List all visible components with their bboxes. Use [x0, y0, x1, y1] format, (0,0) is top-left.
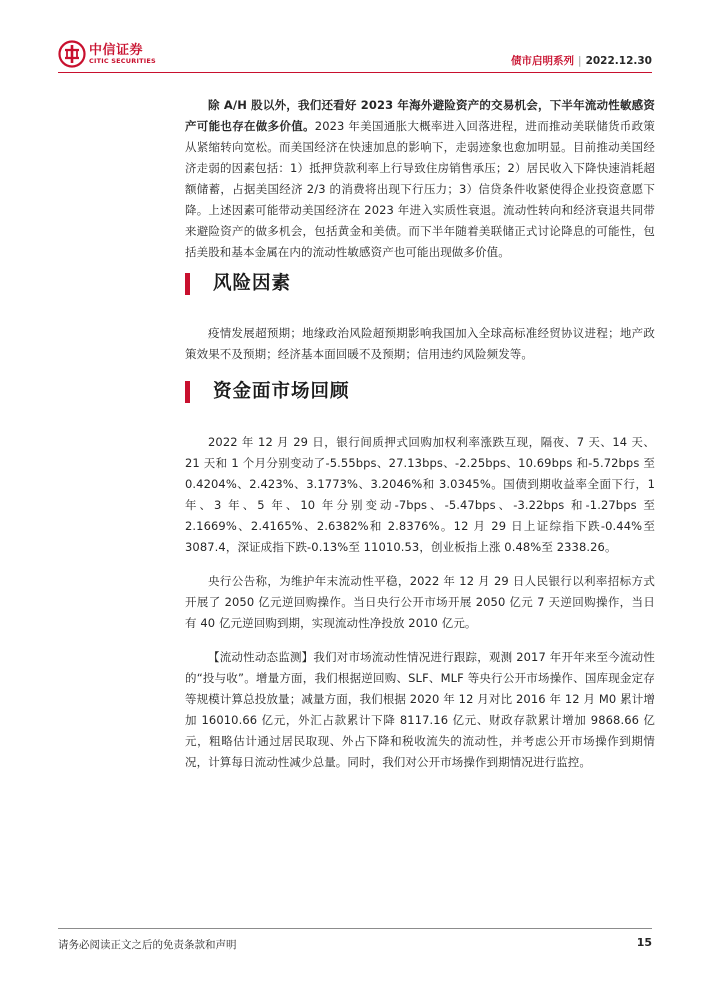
intro-text: 2023 年美国通胀大概率进入回落进程，进而推动美联储货币政策从紧缩转向宽松。而美国经济在快速加息的影响下，走弱迹象也愈加明显。目前推动美国经济走弱的因素包括：1）抵押贷款利率上行导致住房销售承压；2）居民收入下降快速消耗超额储蓄，占据美国经济 2/3 的消费将出现下行压力；3）信贷条件收紧使得企业投资意愿下降。上述因素可能带动美国经济在 2023 年进入实质性衰退。流动性转向和经济衰退共同带来避险资产的做多机会，包括黄金和美债。而下半年随着美联储正式讨论降息的可能性，包括美股和基本金属在内的流动性敏感资产也可能出现做多价值。 [185, 119, 655, 259]
report-series: 债市启明系列 [511, 55, 575, 67]
review-heading-title: 资金面市场回顾 [213, 381, 350, 402]
review-paragraph-rates: 2022 年 12 月 29 日，银行间质押式回购加权利率涨跌互现，隔夜、7 天、14 天、21 天和 1 个月分别变动了-5.55bps、27.13bps、-2.25bps、10.69bps 和-5.72bps 至 0.4204%、2.423%、3.1773%、3.2046%和 3.0345%。国债到期收益率全面下行，1 年、3 年、5 年、10 年分别变动-7bps、-5.47bps、-3.22bps 和-1.27bps 至 2.1669%、2.4165%、2.6382%和 2.8376%。12 月 29 日上证综指下跌-0.44%至 3087.4，深证成指下跌-0.13%至 11010.53，创业板指上涨 0.48%至 2338.26。 [185, 435, 655, 554]
review-paragraph-pboc: 央行公告称，为维护年末流动性平稳，2022 年 12 月 29 日人民银行以利率招标方式开展了 2050 亿元逆回购操作。当日央行公开市场开展 2050 亿元 7 天逆回购操作，当日有 40 亿元逆回购到期，实现流动性净投放 2010 亿元。 [185, 574, 655, 630]
report-date: 2022.12.30 [585, 55, 652, 67]
intro-section [185, 95, 655, 263]
heading-accent-bar [185, 381, 190, 403]
heading-accent-bar [185, 273, 190, 295]
logo-english-name: CITIC SECURITIES [89, 57, 156, 65]
intro-bold-lead: 除 A/H 股以外，我们还看好 2023 年海外避险资产的交易机会，下半年流动性敏感资产可能也存在做多价值。 [185, 98, 655, 133]
logo-chinese-name: 中信证券 [89, 43, 144, 58]
footer-divider [58, 928, 652, 929]
review-paragraph-liquidity: 【流动性动态监测】我们对市场流动性情况进行跟踪，观测 2017 年开年来至今流动性的“投与收”。增量方面，我们根据逆回购、SLF、MLF 等央行公开市场操作、国库现金定存等规模计算总投放量；减量方面，我们根据 2020 年 12 月对比 2016 年 12 月 M0 累计增加 16010.66 亿元，外汇占款累计下降 8117.16 亿元、财政存款累计增加 9868.66 亿元，粗略估计通过居民取现、外占下降和税收流失的流动性，并考虑公开市场操作到期情况，计算每日流动性减少总量。同时，我们对公开市场操作到期情况进行监控。 [185, 650, 655, 769]
citic-logo-icon [58, 40, 86, 68]
page-header [0, 0, 710, 80]
citic-logo [58, 38, 168, 74]
risk-heading-title: 风险因素 [213, 273, 292, 294]
review-heading [185, 378, 655, 406]
header-divider [58, 72, 652, 73]
risk-heading [185, 270, 655, 298]
header-separator: | [578, 55, 582, 67]
header-meta [511, 53, 652, 68]
risk-paragraph: 疫情发展超预期；地缘政治风险超预期影响我国加入全球高标准经贸协议进程；地产政策效果不及预期；经济基本面回暖不及预期；信用违约风险频发等。 [185, 326, 655, 361]
review-section [185, 432, 655, 773]
footer-disclaimer: 请务必阅读正文之后的免责条款和声明 [58, 939, 237, 951]
page-number: 15 [636, 936, 652, 949]
risk-section [185, 323, 655, 365]
intro-paragraph [185, 95, 655, 263]
